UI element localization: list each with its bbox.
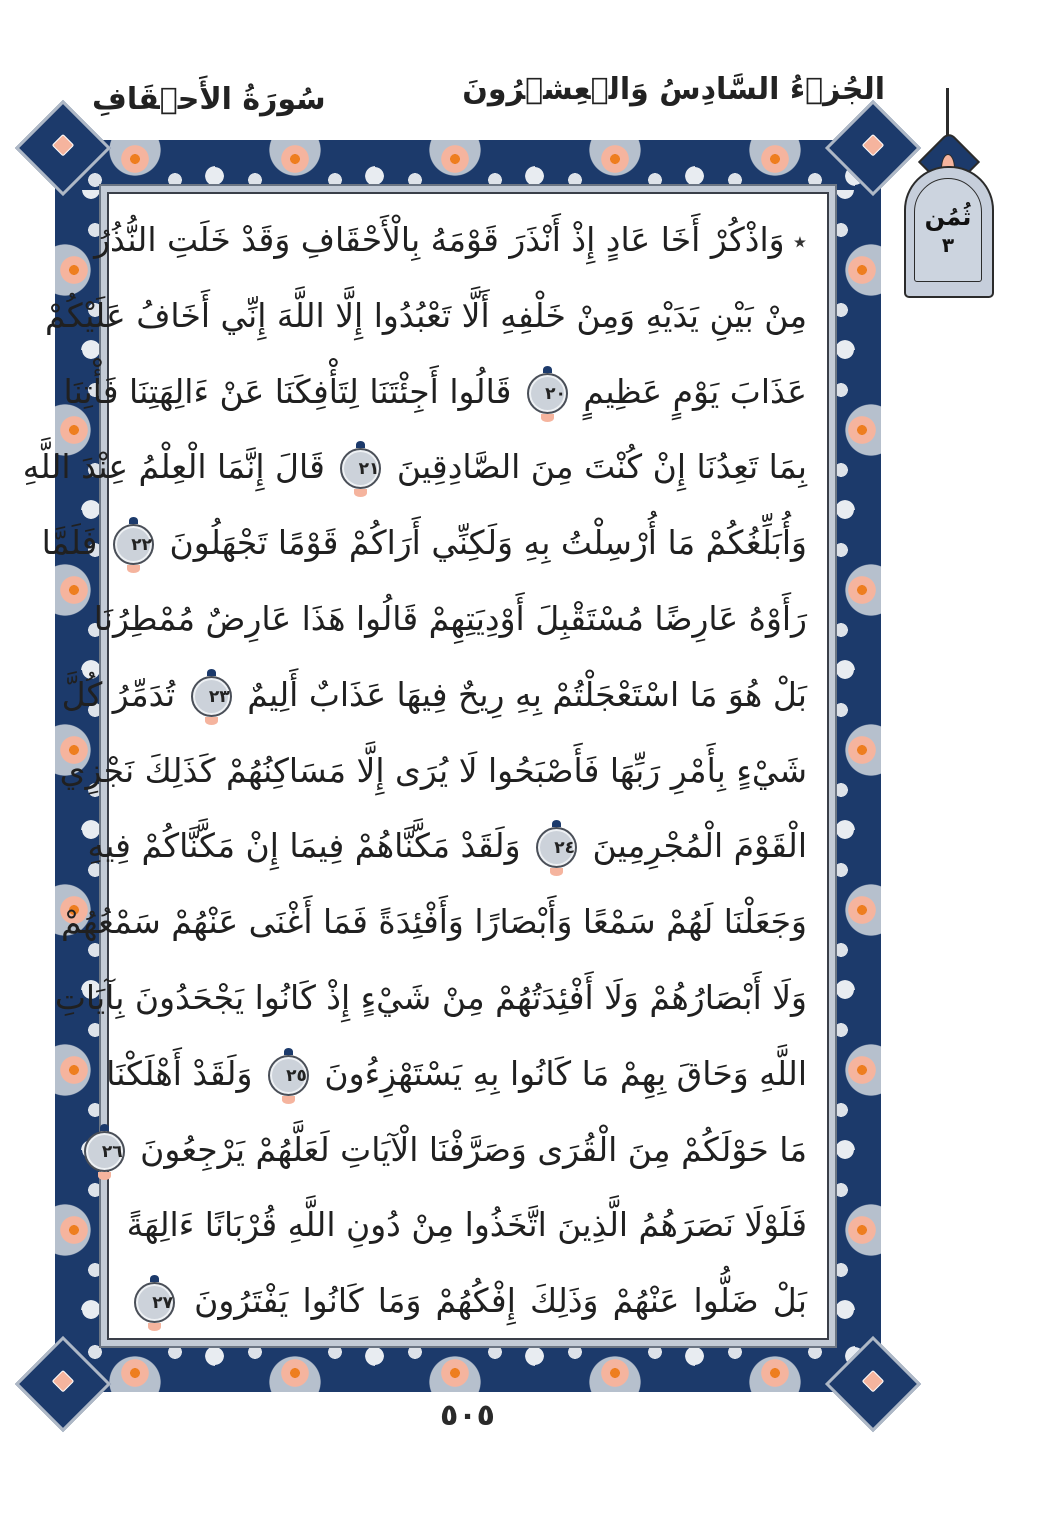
ayah-text: وَاذْكُرْ أَخَا عَادٍ إِذْ أَنْذَرَ قَوْمَهُ بِالْأَحْقَافِ وَقَدْ خَلَتِ النُّذُرُ <box>94 220 785 259</box>
thumn-stem-line <box>946 88 949 140</box>
ayah-text: الْقَوْمَ الْمُجْرِمِينَ <box>592 826 807 866</box>
quran-text-block <box>22 202 807 1339</box>
ayah-number-marker: ٢١ <box>340 448 381 489</box>
quran-line-15 <box>129 1263 807 1339</box>
ayah-text: وَلَقَدْ أَهْلَكْنَا <box>106 1053 253 1093</box>
surah-title: سُورَةُ الأَحۡقَافِ <box>92 82 326 117</box>
ayah-text: وَلَا أَبْصَارُهُمْ وَلَا أَفْئِدَتُهُمْ مِنْ شَيْءٍ إِذْ كَانُوا يَجْحَدُونَ بِآيَاتِ <box>54 977 807 1017</box>
ayah-number-marker: ٢٣ <box>191 676 232 717</box>
ayah-text: مَا حَوْلَكُمْ مِنَ الْقُرَى وَصَرَّفْنَا الْآيَاتِ لَعَلَّهُمْ يَرْجِعُونَ <box>140 1129 807 1169</box>
thumn-dome-marker <box>901 88 993 298</box>
border-strip-right <box>827 190 881 1342</box>
quran-line-4 <box>22 429 807 505</box>
quran-line-9 <box>87 808 807 884</box>
ayah-number-marker: ٢٧ <box>134 1282 175 1323</box>
border-strip-top <box>55 140 881 194</box>
quran-line-6 <box>93 581 807 657</box>
ayah-text: بِمَا تَعِدُنَا إِنْ كُنْتَ مِنَ الصَّادِقِينَ <box>396 447 807 487</box>
ayah-number-marker: ٢٤ <box>536 827 577 868</box>
quran-line-2 <box>44 278 807 354</box>
quran-line-7 <box>61 657 807 733</box>
ayah-number-marker: ٢٠ <box>527 373 568 414</box>
ayah-text: وَأُبَلِّغُكُمْ مَا أُرْسِلْتُ بِهِ وَلَكِنِّي أَرَاكُمْ قَوْمًا تَجْهَلُونَ <box>169 523 807 563</box>
quran-line-5 <box>41 505 807 581</box>
quran-line-8 <box>59 733 807 809</box>
quran-text-panel <box>22 192 829 1340</box>
ayah-number-marker: ٢٥ <box>268 1055 309 1096</box>
thumn-dome-shape <box>904 166 994 298</box>
thumn-number: ٣ <box>941 233 955 257</box>
ayah-text: فَلَوْلَا نَصَرَهُمُ الَّذِينَ اتَّخَذُوا مِنْ دُونِ اللَّهِ قُرْبَانًا ءَالِهَةً <box>126 1205 807 1245</box>
ayah-number-marker: ٢٢ <box>113 524 154 565</box>
rub-el-hizb-star-icon: ٭ <box>784 227 807 257</box>
ayah-text: وَلَقَدْ مَكَّنَّاهُمْ فِيمَا إِنْ مَكَّنَّاكُمْ فِيهِ <box>87 826 521 866</box>
ayah-text: شَيْءٍ بِأَمْرِ رَبِّهَا فَأَصْبَحُوا لَا يُرَى إِلَّا مَسَاكِنُهُمْ كَذَلِكَ نَجْزِي <box>59 750 807 790</box>
ayah-text: اللَّهِ وَحَاقَ بِهِمْ مَا كَانُوا بِهِ يَسْتَهْزِءُونَ <box>324 1053 807 1093</box>
thumn-label: ثُمُن <box>924 203 972 231</box>
ayah-text: تُدَمِّرُ كُلَّ <box>61 674 176 714</box>
page-number: ٥٠٥ <box>440 1398 495 1433</box>
ayah-text: بَلْ ضَلُّوا عَنْهُمْ وَذَلِكَ إِفْكُهُمْ وَمَا كَانُوا يَفْتَرُونَ <box>194 1281 807 1321</box>
ayah-number-marker: ٢٦ <box>84 1131 125 1172</box>
juz-title: الجُزۡءُ السَّادِسُ وَالۡعِشۡرُونَ <box>462 72 885 107</box>
ayah-text: رَأَوْهُ عَارِضًا مُسْتَقْبِلَ أَوْدِيَتِهِمْ قَالُوا هَذَا عَارِضٌ مُمْطِرُنَا <box>93 598 807 638</box>
ayah-text: قَالُوا أَجِئْتَنَا لِتَأْفِكَنَا عَنْ ءَالِهَتِنَا فَأْتِنَا <box>63 371 512 411</box>
ornamental-border-frame <box>22 140 881 1392</box>
quran-line-3 <box>63 354 807 430</box>
thumn-dome-panel <box>914 178 982 282</box>
quran-line-13 <box>101 1112 807 1188</box>
quran-line-1 <box>94 202 807 278</box>
quran-line-11 <box>54 960 807 1036</box>
ayah-text: عَذَابَ يَوْمٍ عَظِيمٍ <box>583 371 807 411</box>
ayah-text: مِنْ بَيْنِ يَدَيْهِ وَمِنْ خَلْفِهِ أَلَّا تَعْبُدُوا إِلَّا اللَّهَ إِنِّي أَخَافُ عَلَيْكُمْ <box>44 295 807 335</box>
ayah-text: وَجَعَلْنَا لَهُمْ سَمْعًا وَأَبْصَارًا وَأَفْئِدَةً فَمَا أَغْنَى عَنْهُمْ سَمْعُهُمْ <box>61 902 807 942</box>
ayah-text: بَلْ هُوَ مَا اسْتَعْجَلْتُمْ بِهِ رِيحٌ فِيهَا عَذَابٌ أَلِيمٌ <box>247 674 807 714</box>
quran-line-12 <box>106 1036 807 1112</box>
border-strip-bottom <box>55 1338 881 1392</box>
quran-line-10 <box>61 884 807 960</box>
quran-line-14 <box>126 1187 807 1263</box>
ayah-text: فَلَمَّا <box>41 523 98 563</box>
ayah-text: قَالَ إِنَّمَا الْعِلْمُ عِنْدَ اللَّهِ <box>22 447 325 487</box>
